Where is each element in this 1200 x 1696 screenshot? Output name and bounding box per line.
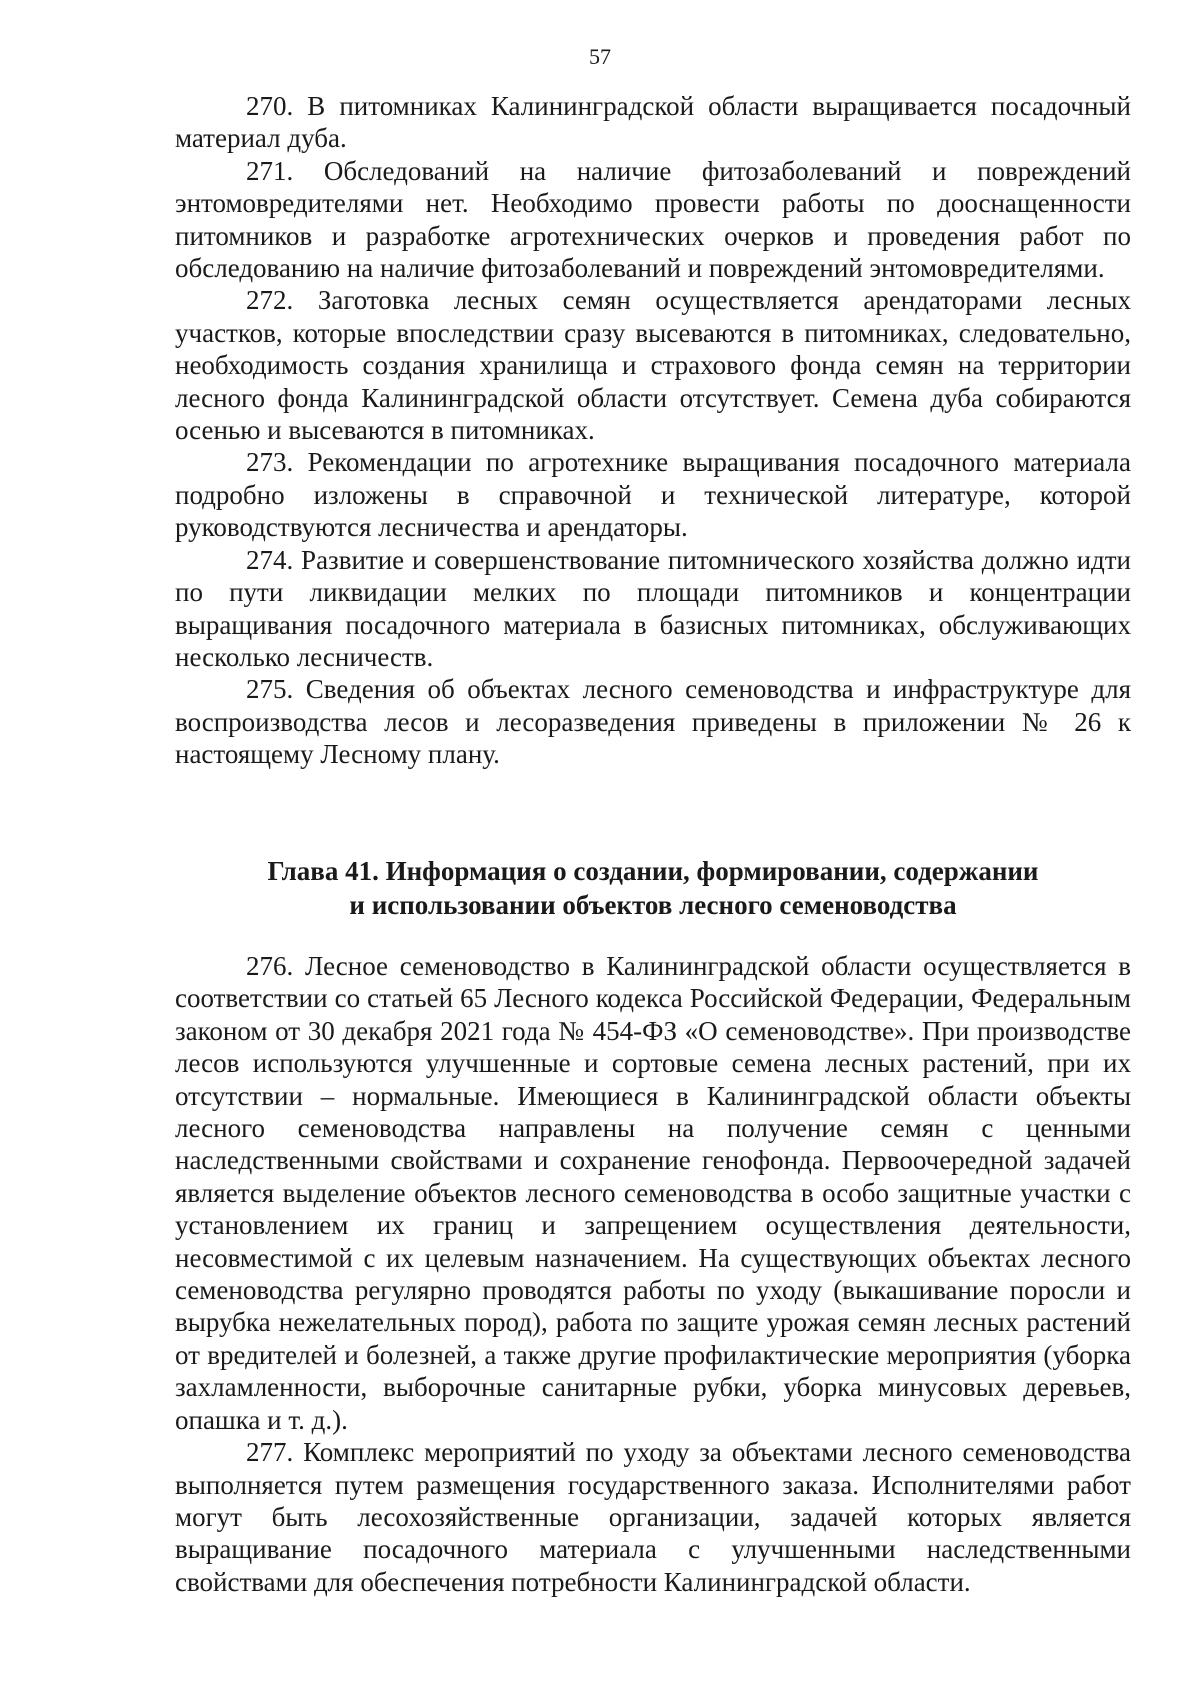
paragraph-277: 277. Комплекс мероприятий по уходу за объектами лесного семеноводства выполняется путем размещения государственного заказа. Исполнителями работ могут быть лесохозяйственные организации, задачей которых является выращивание посадочного материала с улучшенными наследственными свойствами для обеспечения потребности Калининградской области.	[175, 1437, 1131, 1597]
paragraphs-top-block	[175, 90, 1131, 771]
paragraph-274: 274. Развитие и совершенствование питомнического хозяйства должно идти по пути ликвидации мелких по площади питомников и концентрации выращивания посадочного материала в базисных питомниках, обслуживающих несколько лесничеств.	[175, 544, 1131, 672]
chapter-title	[175, 854, 1131, 922]
paragraphs-bottom-block	[175, 950, 1131, 1598]
chapter-heading-block	[175, 854, 1131, 922]
chapter-title-line-2: и использовании объектов лесного семеноводства	[349, 890, 957, 920]
paragraph-273: 273. Рекомендации по агротехнике выращивания посадочного материала подробно изложены в справочной и технической литературе, которой руководствуются лесничества и арендаторы.	[175, 447, 1131, 543]
chapter-title-line-1: Глава 41. Информация о создании, формировании, содержании	[267, 856, 1039, 886]
paragraph-272: 272. Заготовка лесных семян осуществляется арендаторами лесных участков, которые впоследствии сразу высеваются в питомниках, следовательно, необходимость создания хранилища и страхового фонда семян на территории лесного фонда Калининградской области отсутствует. Семена дуба собираются осенью и высеваются в питомниках.	[175, 285, 1131, 446]
page-number: 57	[589, 44, 611, 69]
paragraph-276: 276. Лесное семеноводство в Калининградской области осуществляется в соответствии со статьей 65 Лесного кодекса Российской Федерации, Федеральным законом от 30 декабря 2021 года № 454-ФЗ «О семеноводстве». При производстве лесов используются улучшенные и сортовые семена лесных растений, при их отсутствии – нормальные. Имеющиеся в Калининградской области объекты лесного семеноводства направлены на получение семян с ценными наследственными свойствами и сохранение генофонда. Первоочередной задачей является выделение объектов лесного семеноводства в особо защитные участки с установлением их границ и запрещением осуществления деятельности, несовместимой с их целевым назначением. На существующих объектах лесного семеноводства регулярно проводятся работы по уходу (выкашивание поросли и вырубка нежелательных пород), работа по защите урожая семян лесных растений от вредителей и болезней, а также другие профилактические мероприятия (уборка захламленности, выборочные санитарные рубки, уборка минусовых деревьев, опашка и т. д.).	[175, 951, 1131, 1435]
paragraph-275: 275. Сведения об объектах лесного семеноводства и инфраструктуре для воспроизводства лесов и лесоразведения приведены в приложении № 26 к настоящему Лесному плану.	[175, 674, 1131, 770]
paragraph-271: 271. Обследований на наличие фитозаболеваний и повреждений энтомовредителями нет. Необходимо провести работы по дооснащенности питомников и разработке агротехнических очерков и проведения работ по обследованию на наличие фитозаболеваний и повреждений энтомовредителями.	[175, 155, 1131, 284]
paragraph-270: 270. В питомниках Калининградской области выращивается посадочный материал дуба.	[175, 91, 1131, 154]
